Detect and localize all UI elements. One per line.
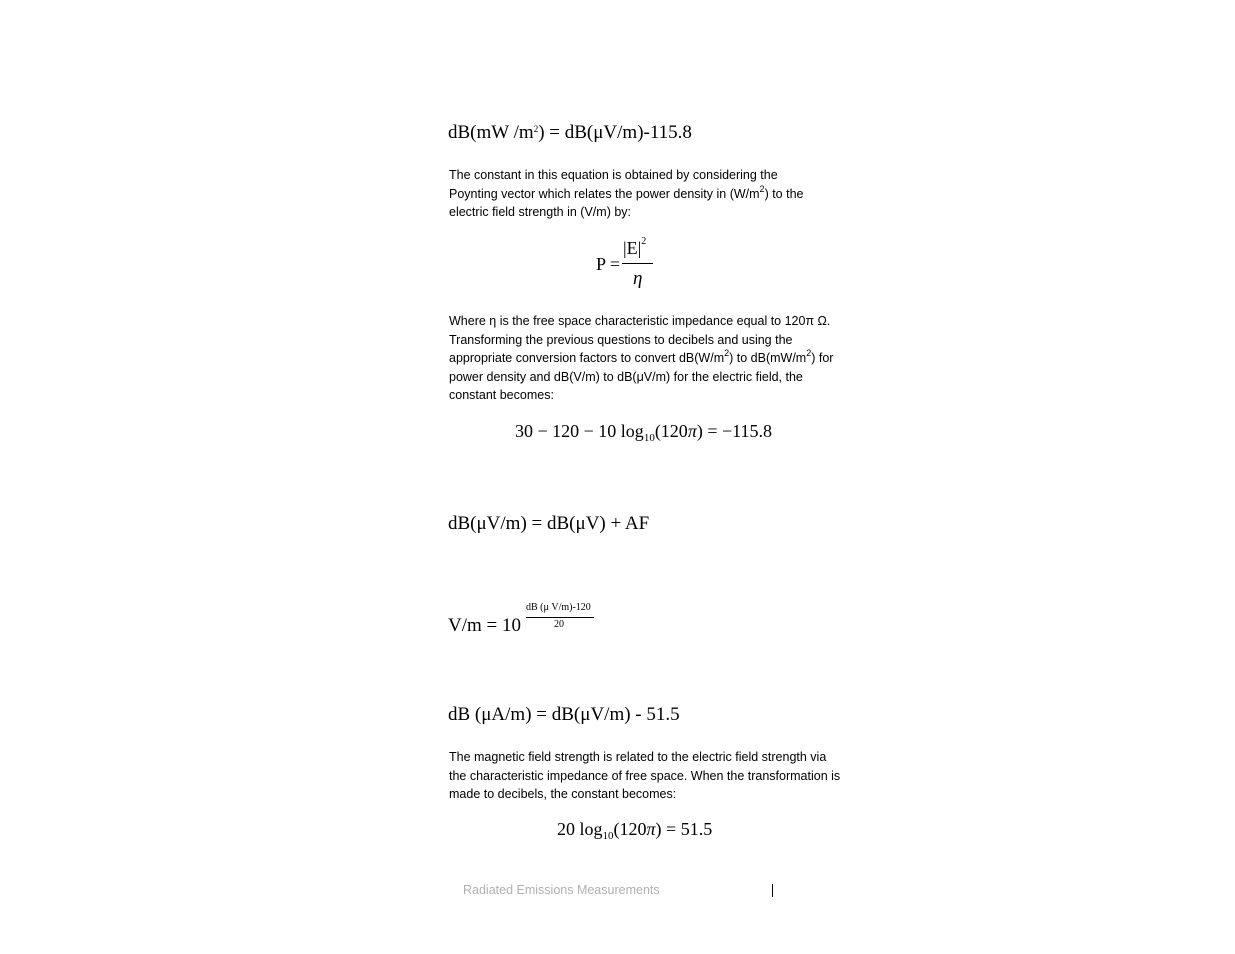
paragraph-line <box>449 185 803 204</box>
text: ) = −115.8 <box>696 421 772 441</box>
equation-constant-51 <box>557 819 712 840</box>
equation-text: dB(μV/m) = dB(μV) + AF <box>448 513 650 534</box>
paragraph-impedance <box>449 312 833 405</box>
superscript: 2 <box>641 236 647 247</box>
equation-lhs: P = <box>596 254 620 274</box>
fraction-bar <box>526 617 594 618</box>
text: appropriate conversion factors to convert dB(W/m <box>449 351 725 365</box>
text: 20 log <box>557 819 603 839</box>
footer-title: Radiated Emissions Measurements <box>463 883 660 897</box>
equation-constant-115 <box>515 421 772 442</box>
text: ) to dB(mW/m <box>729 351 807 365</box>
equation-text: dB(mW /m <box>448 122 534 143</box>
paragraph-line <box>449 349 833 368</box>
superscript: 2 <box>759 183 765 194</box>
text: ) = 51.5 <box>655 819 713 839</box>
fraction-numerator <box>623 238 646 259</box>
footer-separator <box>772 884 773 897</box>
paragraph-line: Where η is the free space characteristic impedance equal to 120π Ω. <box>449 314 831 328</box>
equation-text: ) = dB(μV/m)-115.8 <box>538 122 692 143</box>
superscript: 2 <box>724 348 730 358</box>
equation-vm-exponent <box>526 601 598 635</box>
text: 30 − 120 − 10 log <box>515 421 644 441</box>
text: Poynting vector which relates the power density in (W/m <box>449 186 760 201</box>
equation-text: dB (μA/m) = dB(μV/m) - 51.5 <box>448 704 680 725</box>
exponent-numerator: dB (μ V/m)-120 <box>526 602 591 613</box>
paragraph-line: The magnetic field strength is related to the electric field strength via <box>449 750 827 764</box>
fraction-denominator: η <box>633 268 643 289</box>
equation-vm-base <box>448 615 521 637</box>
pi-symbol: π <box>646 819 656 839</box>
paragraph-line: made to decibels, the constant becomes: <box>449 787 677 801</box>
text: (120 <box>613 819 647 839</box>
text: ) for <box>811 351 834 365</box>
subscript: 10 <box>643 432 655 444</box>
paragraph-line: Transforming the previous questions to decibels and using the <box>449 332 793 347</box>
text: |E| <box>623 238 642 258</box>
exponent-denominator: 20 <box>554 619 564 630</box>
pi-symbol: π <box>687 421 697 441</box>
paragraph-line: constant becomes: <box>449 388 554 402</box>
equation-poynting <box>596 238 666 292</box>
equation-antenna-factor <box>448 513 649 535</box>
text: ) to the <box>764 186 804 201</box>
paragraph-line: power density and dB(V/m) to dB(μV/m) for the electric field, the <box>449 369 803 384</box>
subscript: 10 <box>602 830 614 842</box>
paragraph-line: The constant in this equation is obtained by considering the <box>449 168 778 182</box>
paragraph-line: the characteristic impedance of free space. When the transformation is <box>449 768 841 783</box>
equation-power-density <box>448 122 692 144</box>
text: (120 <box>654 421 688 441</box>
paragraph-poynting-intro <box>449 166 803 222</box>
paragraph-magnetic <box>449 748 840 804</box>
superscript: 2 <box>806 348 812 358</box>
fraction-bar <box>622 263 653 264</box>
equation-magnetic-field <box>448 704 680 726</box>
superscript: 2 <box>533 124 539 134</box>
equation-text: V/m = 10 <box>448 615 521 636</box>
paragraph-line: electric field strength in (V/m) by: <box>449 205 632 219</box>
